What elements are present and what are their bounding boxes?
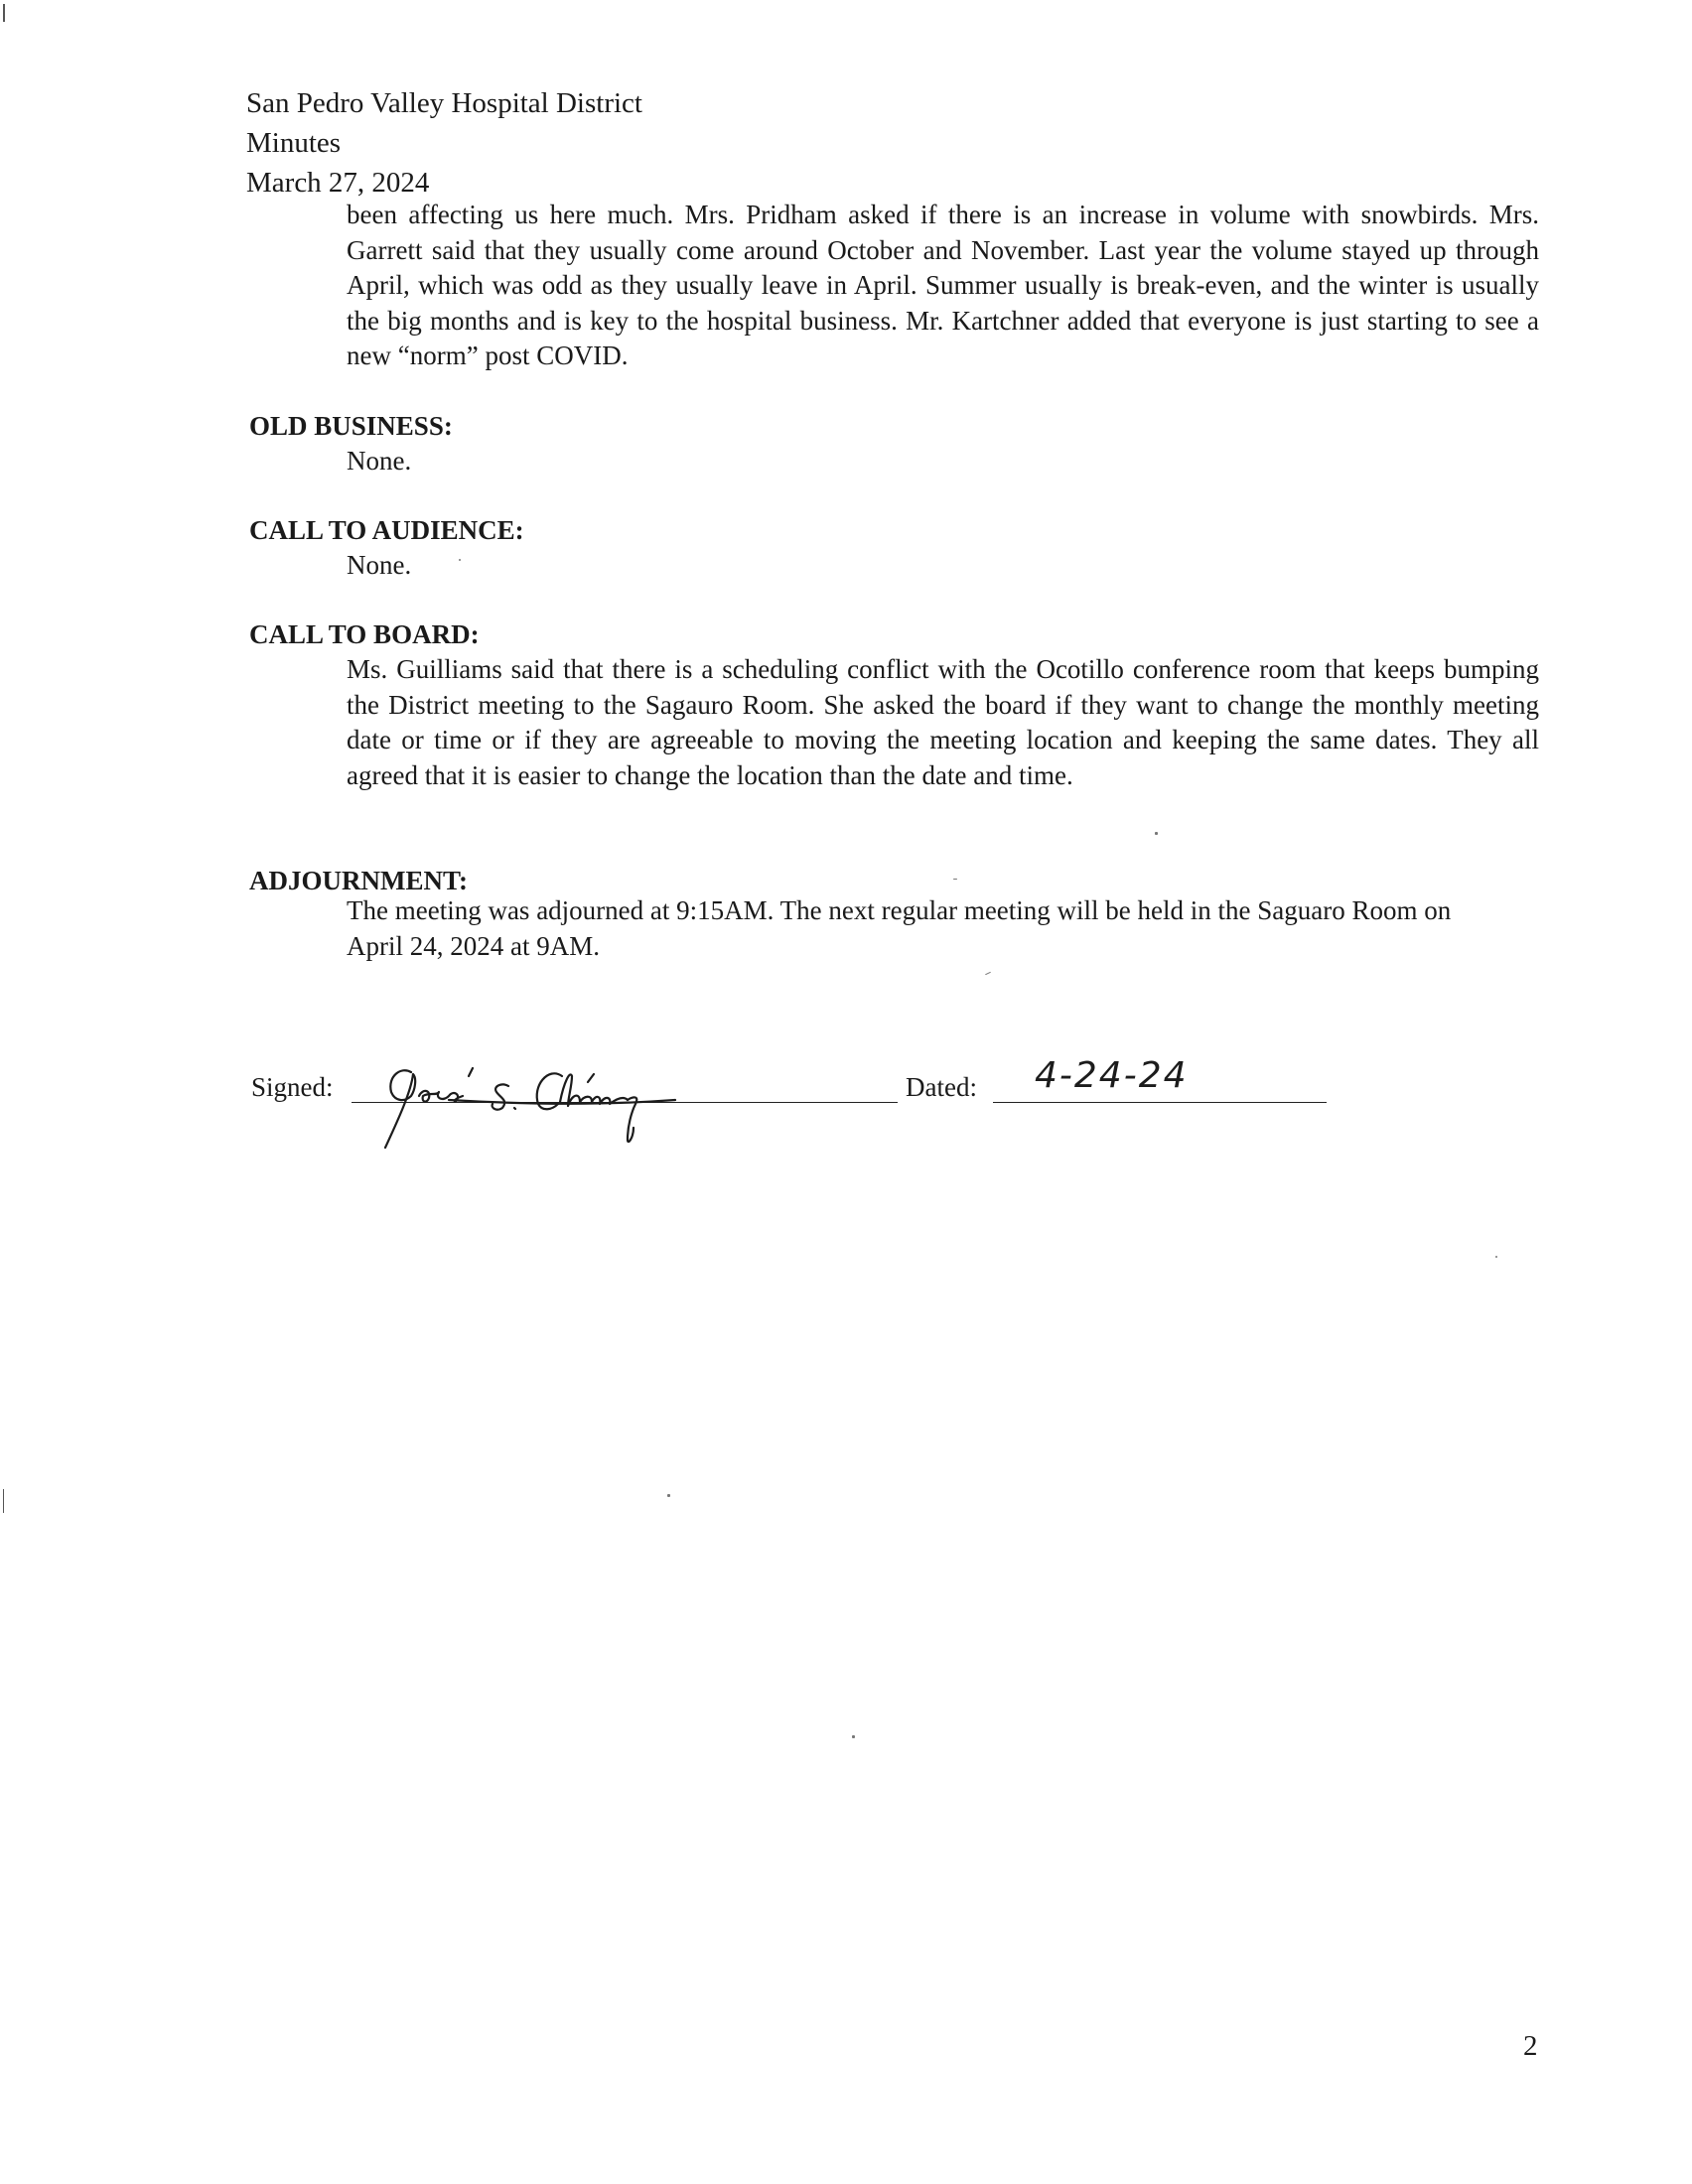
document-type: Minutes: [246, 127, 342, 159]
continuation-paragraph: been affecting us here much. Mrs. Pridham asked if there is an increase in volume with snowbirds. Mrs. Garrett said that they usually come around October and November. Last year the volume stayed up through April, which was odd as they usually leave in April. Summer usually is break-even, and the winter is usually the big months and is key to the hospital business. Mr. Kartchner added that everyone is just starting to see a new “norm” post COVID.: [347, 200, 1539, 370]
call-to-audience-body: None.: [347, 550, 412, 580]
handwritten-date: 4-24-24: [1035, 1055, 1189, 1096]
scan-speck: [667, 1494, 670, 1497]
organization-name: San Pedro Valley Hospital District: [246, 87, 642, 119]
adjournment-body: The meeting was adjourned at 9:15AM. The next regular meeting will be held in the Saguaro Room on April 24, 2024 at 9AM.: [347, 895, 1452, 961]
signed-label: Signed:: [251, 1072, 334, 1102]
adjournment-heading: ADJOURNMENT:: [249, 866, 468, 895]
scan-speck: [459, 559, 461, 561]
scan-speck: [852, 1735, 855, 1738]
meeting-date: March 27, 2024: [246, 167, 430, 199]
scan-speck: [1495, 1256, 1497, 1258]
scan-mark: [3, 1489, 4, 1513]
scan-mark: [3, 4, 5, 22]
handwritten-signature: [367, 1052, 705, 1152]
call-to-board-heading: CALL TO BOARD:: [249, 619, 480, 649]
date-line: [993, 1102, 1327, 1103]
old-business-body: None.: [347, 446, 412, 476]
scan-speck: [1155, 832, 1158, 835]
scan-speck: [953, 879, 957, 880]
page-number: 2: [1523, 2030, 1538, 2062]
old-business-heading: OLD BUSINESS:: [249, 411, 453, 441]
call-to-audience-heading: CALL TO AUDIENCE:: [249, 515, 524, 545]
call-to-board-body: Ms. Guilliams said that there is a scheduling conflict with the Ocotillo conference room that keeps bumping the District meeting to the Sagauro Room. She asked the board if they want to change the monthly meeting date or time or if they are agreeable to moving the meeting location and keeping the same dates. They all agreed that it is easier to change the location than the date and time.: [347, 654, 1539, 790]
dated-label: Dated:: [906, 1072, 977, 1102]
scan-speck: [985, 972, 991, 975]
